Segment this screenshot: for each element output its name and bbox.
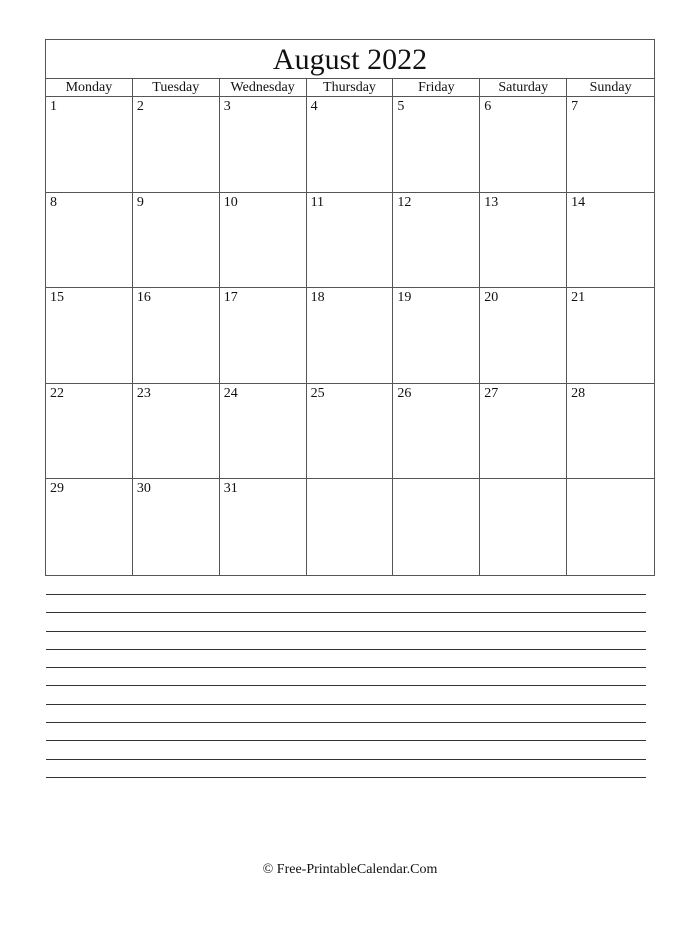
day-cell: 7 bbox=[567, 97, 654, 193]
day-cell: 3 bbox=[220, 97, 307, 193]
note-line bbox=[46, 759, 646, 760]
note-line bbox=[46, 722, 646, 723]
weekday-thursday: Thursday bbox=[307, 79, 394, 96]
day-cell: 6 bbox=[480, 97, 567, 193]
note-line bbox=[46, 631, 646, 632]
day-cell: 20 bbox=[480, 288, 567, 384]
weekday-saturday: Saturday bbox=[480, 79, 567, 96]
day-cell: 18 bbox=[307, 288, 394, 384]
day-cell: 10 bbox=[220, 193, 307, 289]
note-line bbox=[46, 649, 646, 650]
day-cell: 29 bbox=[46, 479, 133, 575]
weekday-tuesday: Tuesday bbox=[133, 79, 220, 96]
note-line bbox=[46, 612, 646, 613]
note-line bbox=[46, 594, 646, 595]
day-cell: 23 bbox=[133, 384, 220, 480]
day-cell: 30 bbox=[133, 479, 220, 575]
day-cell: 14 bbox=[567, 193, 654, 289]
calendar-title: August 2022 bbox=[46, 40, 654, 79]
day-cell: 21 bbox=[567, 288, 654, 384]
day-cell bbox=[567, 479, 654, 575]
weekday-header-row bbox=[46, 79, 654, 97]
day-cell: 1 bbox=[46, 97, 133, 193]
note-line bbox=[46, 685, 646, 686]
day-cell: 2 bbox=[133, 97, 220, 193]
weekday-friday: Friday bbox=[393, 79, 480, 96]
day-cell: 26 bbox=[393, 384, 480, 480]
day-cell: 5 bbox=[393, 97, 480, 193]
day-cell bbox=[307, 479, 394, 575]
weekday-wednesday: Wednesday bbox=[220, 79, 307, 96]
day-cell: 8 bbox=[46, 193, 133, 289]
day-cell bbox=[393, 479, 480, 575]
day-cell: 16 bbox=[133, 288, 220, 384]
calendar bbox=[45, 39, 655, 576]
note-line bbox=[46, 740, 646, 741]
calendar-grid bbox=[46, 97, 654, 575]
day-cell: 11 bbox=[307, 193, 394, 289]
day-cell: 25 bbox=[307, 384, 394, 480]
day-cell: 31 bbox=[220, 479, 307, 575]
footer-credit: © Free-PrintableCalendar.Com bbox=[262, 862, 438, 877]
note-line bbox=[46, 667, 646, 668]
notes-area bbox=[46, 594, 646, 795]
note-line bbox=[46, 704, 646, 705]
day-cell: 15 bbox=[46, 288, 133, 384]
day-cell: 9 bbox=[133, 193, 220, 289]
day-cell: 12 bbox=[393, 193, 480, 289]
weekday-monday: Monday bbox=[46, 79, 133, 96]
weekday-sunday: Sunday bbox=[589, 80, 632, 95]
day-cell: 27 bbox=[480, 384, 567, 480]
day-cell: 13 bbox=[480, 193, 567, 289]
day-cell: 24 bbox=[220, 384, 307, 480]
day-cell: 19 bbox=[393, 288, 480, 384]
day-cell bbox=[480, 479, 567, 575]
day-cell: 4 bbox=[307, 97, 394, 193]
day-cell: 22 bbox=[46, 384, 133, 480]
note-line bbox=[46, 777, 646, 778]
day-cell: 17 bbox=[220, 288, 307, 384]
day-cell: 28 bbox=[567, 384, 654, 480]
